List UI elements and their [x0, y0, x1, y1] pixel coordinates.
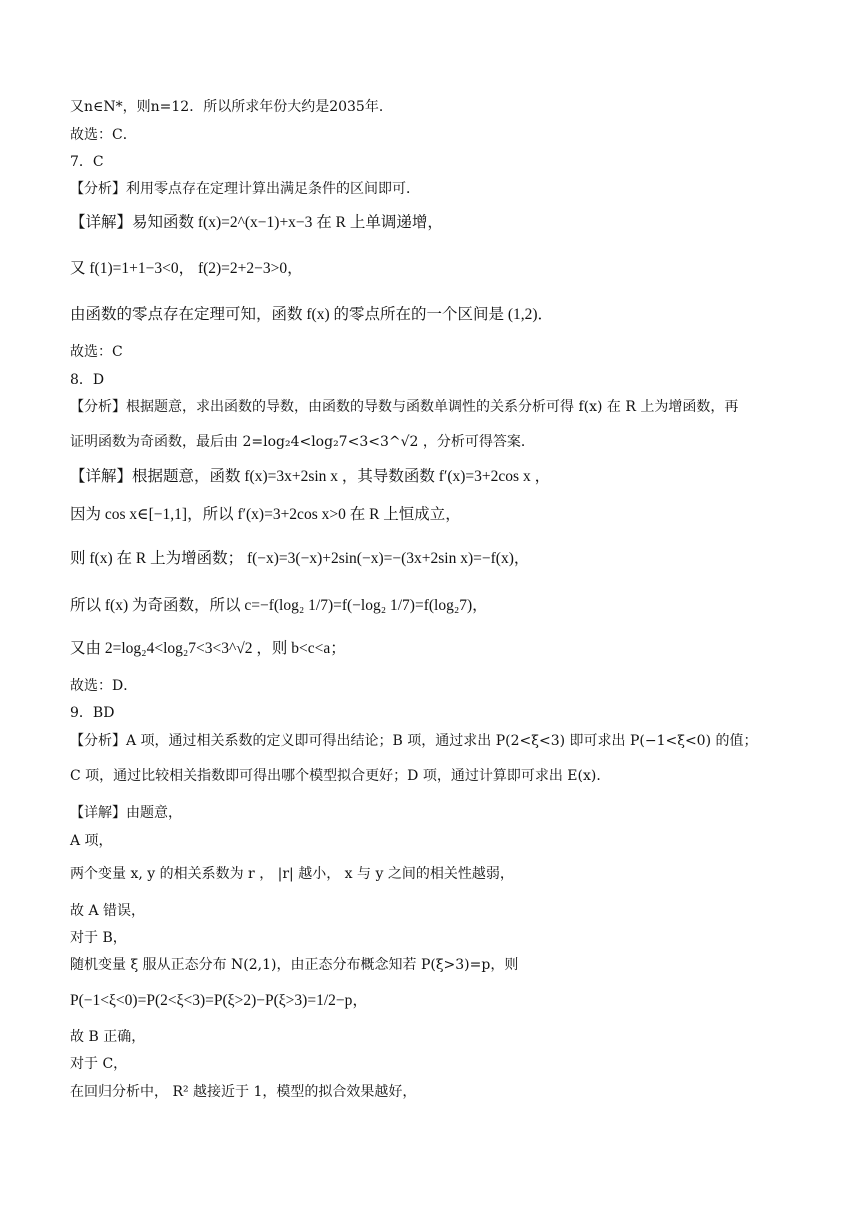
text-line-25: 对于 B， [70, 930, 127, 946]
text-line-16: 又由 2=log₂4<log₂7<3<3^√2 ，则 b<c<a； [70, 640, 346, 657]
text-line-2: 故选：C． [70, 127, 137, 143]
text-line-4: 【分析】利用零点存在定理计算出满足条件的区间即可． [70, 181, 420, 197]
text-line-9: 8．D [70, 372, 105, 388]
text-line-30: 在回归分析中， R² 越接近于 1，模型的拟合效果越好， [70, 1084, 417, 1100]
text-line-14: 则 f(x) 在 R 上为增函数； f(−x)=3(−x)+2sin(−x)=−(3x+2sin x)=−f(x)， [70, 550, 530, 567]
text-line-10: 【分析】根据题意，求出函数的导数，由函数的导数与函数单调性的关系分析可得 f(x) 在 R 上为增函数，再 [70, 399, 739, 415]
text-line-7: 由函数的零点存在定理可知，函数 f(x) 的零点所在的一个区间是 (1,2)． [70, 306, 554, 323]
text-line-29: 对于 C， [70, 1056, 128, 1072]
text-line-22: A 项， [70, 833, 113, 849]
text-line-6: 又 f(1)=1+1−3<0， f(2)=2+2−3>0， [70, 260, 303, 277]
text-line-26: 随机变量 ξ 服从正态分布 N(2,1)，由正态分布概念知若 P(ξ>3)=p，则 [70, 957, 519, 973]
text-line-5: 【详解】易知函数 f(x)=2^(x−1)+x−3 在 R 上单调递增， [70, 214, 443, 231]
text-line-11: 证明函数为奇函数，最后由 2=log₂4<log₂7<3<3^√2 ，分析可得答案． [70, 434, 535, 450]
text-line-21: 【详解】由题意， [70, 805, 182, 821]
text-line-18: 9．BD [70, 705, 115, 721]
text-line-12: 【详解】根据题意，函数 f(x)=3x+2sin x ，其导数函数 f′(x)=3+2cos x ， [70, 468, 551, 485]
text-line-1: 又n∈N*，则n=12．所以所求年份大约是2035年． [70, 99, 393, 115]
text-line-23: 两个变量 x, y 的相关系数为 r ， |r| 越小， x 与 y 之间的相关性越弱， [70, 866, 514, 882]
text-line-19: 【分析】A 项，通过相关系数的定义即可得出结论；B 项，通过求出 P(2<ξ<3) 即可求出 P(−1<ξ<0) 的值； [70, 733, 758, 749]
text-line-27: P(−1<ξ<0)=P(2<ξ<3)=P(ξ>2)−P(ξ>3)=1/2−p， [70, 992, 368, 1009]
text-line-20: C 项，通过比较相关指数即可得出哪个模型拟合更好；D 项，通过计算即可求出 E(x)． [70, 768, 611, 784]
text-line-24: 故 A 错误， [70, 903, 146, 919]
text-line-8: 故选：C [70, 344, 123, 360]
text-line-17: 故选：D． [70, 678, 138, 694]
text-line-15: 所以 f(x) 为奇函数，所以 c=−f(log₂ 1/7)=f(−log₂ 1/7)=f(log₂7)， [70, 597, 488, 614]
text-line-28: 故 B 正确， [70, 1029, 146, 1045]
text-line-13: 因为 cos x∈[−1,1]，所以 f′(x)=3+2cos x>0 在 R 上恒成立， [70, 506, 461, 523]
text-line-3: 7．C [70, 154, 104, 170]
